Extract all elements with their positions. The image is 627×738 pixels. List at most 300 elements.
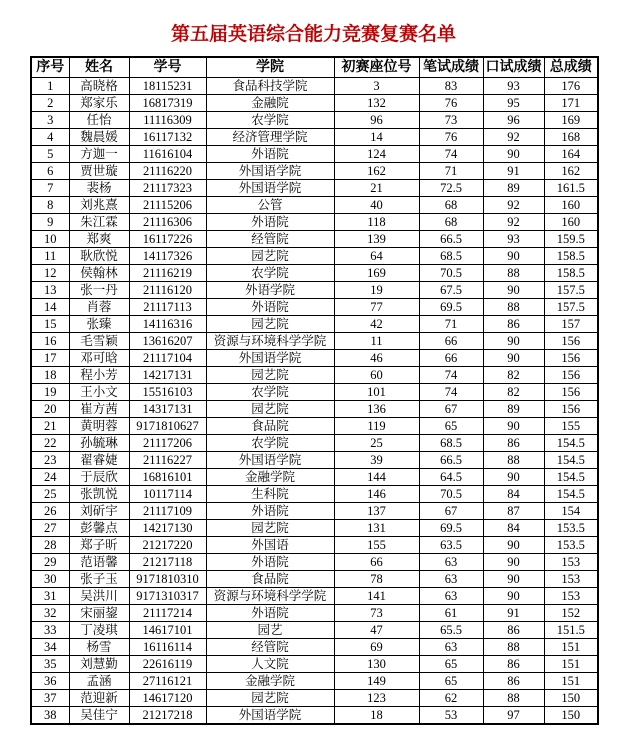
cell-oral-score: 93 — [483, 231, 544, 248]
cell-seat-number: 132 — [334, 95, 419, 112]
table-row — [31, 333, 598, 350]
cell-written-score: 62 — [419, 690, 483, 707]
cell-college: 外语院 — [206, 214, 334, 231]
cell-seat-number: 162 — [334, 163, 419, 180]
cell-total-score: 153 — [544, 588, 598, 605]
cell-oral-score: 91 — [483, 605, 544, 622]
cell-college: 外语院 — [206, 554, 334, 571]
cell-student-id: 9171810627 — [129, 418, 206, 435]
cell-college: 金融学院 — [206, 673, 334, 690]
cell-student-id: 21117113 — [129, 299, 206, 316]
cell-college: 经济管理学院 — [206, 129, 334, 146]
header-col-index: 序号 — [31, 57, 69, 78]
cell-student-id: 27116121 — [129, 673, 206, 690]
cell-total-score: 161.5 — [544, 180, 598, 197]
cell-written-score: 65 — [419, 673, 483, 690]
cell-index: 38 — [31, 707, 69, 725]
cell-student-id: 21116306 — [129, 214, 206, 231]
cell-college: 外语学院 — [206, 282, 334, 299]
cell-total-score: 157.5 — [544, 282, 598, 299]
cell-written-score: 72.5 — [419, 180, 483, 197]
cell-oral-score: 87 — [483, 503, 544, 520]
cell-seat-number: 42 — [334, 316, 419, 333]
roster-table — [30, 56, 599, 725]
cell-index: 16 — [31, 333, 69, 350]
cell-index: 28 — [31, 537, 69, 554]
cell-student-id: 21116220 — [129, 163, 206, 180]
cell-college: 资源与环境科学学院 — [206, 333, 334, 350]
cell-oral-score: 86 — [483, 435, 544, 452]
header-col-written-score: 笔试成绩 — [419, 57, 483, 78]
table-row — [31, 622, 598, 639]
cell-seat-number: 137 — [334, 503, 419, 520]
cell-index: 30 — [31, 571, 69, 588]
cell-student-id: 21117323 — [129, 180, 206, 197]
table-row — [31, 707, 598, 725]
cell-college: 人文院 — [206, 656, 334, 673]
cell-seat-number: 144 — [334, 469, 419, 486]
header-col-college: 学院 — [206, 57, 334, 78]
table-row — [31, 146, 598, 163]
cell-name: 毛雪颖 — [69, 333, 129, 350]
cell-oral-score: 90 — [483, 146, 544, 163]
cell-student-id: 11616104 — [129, 146, 206, 163]
cell-oral-score: 90 — [483, 248, 544, 265]
cell-name: 郑子昕 — [69, 537, 129, 554]
cell-index: 17 — [31, 350, 69, 367]
cell-total-score: 157.5 — [544, 299, 598, 316]
cell-oral-score: 89 — [483, 401, 544, 418]
cell-index: 3 — [31, 112, 69, 129]
cell-name: 吴佳宁 — [69, 707, 129, 725]
table-row — [31, 112, 598, 129]
cell-name: 崔方茜 — [69, 401, 129, 418]
cell-total-score: 154 — [544, 503, 598, 520]
table-row — [31, 180, 598, 197]
cell-written-score: 70.5 — [419, 265, 483, 282]
cell-name: 范语馨 — [69, 554, 129, 571]
table-row — [31, 401, 598, 418]
cell-index: 1 — [31, 78, 69, 95]
cell-seat-number: 25 — [334, 435, 419, 452]
cell-index: 23 — [31, 452, 69, 469]
cell-name: 刘慧勤 — [69, 656, 129, 673]
cell-total-score: 156 — [544, 350, 598, 367]
cell-total-score: 159.5 — [544, 231, 598, 248]
cell-written-score: 63 — [419, 554, 483, 571]
cell-written-score: 68.5 — [419, 435, 483, 452]
cell-oral-score: 89 — [483, 180, 544, 197]
cell-seat-number: 78 — [334, 571, 419, 588]
cell-student-id: 11116309 — [129, 112, 206, 129]
cell-name: 刘兆熹 — [69, 197, 129, 214]
cell-written-score: 74 — [419, 367, 483, 384]
cell-college: 外国语学院 — [206, 350, 334, 367]
table-row — [31, 605, 598, 622]
cell-seat-number: 96 — [334, 112, 419, 129]
cell-oral-score: 90 — [483, 588, 544, 605]
cell-oral-score: 90 — [483, 537, 544, 554]
cell-written-score: 73 — [419, 112, 483, 129]
cell-index: 25 — [31, 486, 69, 503]
cell-college: 生科院 — [206, 486, 334, 503]
cell-student-id: 14116316 — [129, 316, 206, 333]
cell-name: 高晓格 — [69, 78, 129, 95]
cell-total-score: 156 — [544, 367, 598, 384]
cell-oral-score: 96 — [483, 112, 544, 129]
cell-written-score: 66 — [419, 350, 483, 367]
cell-written-score: 70.5 — [419, 486, 483, 503]
cell-name: 张凯悦 — [69, 486, 129, 503]
table-row — [31, 690, 598, 707]
cell-student-id: 21116227 — [129, 452, 206, 469]
table-row — [31, 503, 598, 520]
cell-oral-score: 88 — [483, 690, 544, 707]
cell-written-score: 66.5 — [419, 452, 483, 469]
cell-index: 36 — [31, 673, 69, 690]
cell-written-score: 63 — [419, 639, 483, 656]
cell-student-id: 21217220 — [129, 537, 206, 554]
cell-total-score: 153.5 — [544, 537, 598, 554]
table-row — [31, 163, 598, 180]
cell-total-score: 176 — [544, 78, 598, 95]
cell-college: 农学院 — [206, 384, 334, 401]
cell-seat-number: 40 — [334, 197, 419, 214]
cell-total-score: 169 — [544, 112, 598, 129]
cell-name: 彭馨点 — [69, 520, 129, 537]
cell-written-score: 65 — [419, 418, 483, 435]
table-row — [31, 197, 598, 214]
cell-college: 公管 — [206, 197, 334, 214]
cell-seat-number: 66 — [334, 554, 419, 571]
cell-student-id: 21117109 — [129, 503, 206, 520]
cell-student-id: 16816101 — [129, 469, 206, 486]
table-row — [31, 554, 598, 571]
cell-college: 食品科技学院 — [206, 78, 334, 95]
table-row — [31, 384, 598, 401]
cell-oral-score: 86 — [483, 673, 544, 690]
cell-oral-score: 82 — [483, 384, 544, 401]
cell-student-id: 16817319 — [129, 95, 206, 112]
cell-written-score: 61 — [419, 605, 483, 622]
cell-written-score: 69.5 — [419, 299, 483, 316]
cell-student-id: 21217118 — [129, 554, 206, 571]
page-title: 第五届英语综合能力竞赛复赛名单 — [170, 24, 456, 45]
cell-name: 张子玉 — [69, 571, 129, 588]
cell-seat-number: 123 — [334, 690, 419, 707]
cell-written-score: 76 — [419, 129, 483, 146]
cell-seat-number: 149 — [334, 673, 419, 690]
cell-written-score: 66.5 — [419, 231, 483, 248]
cell-college: 外国语 — [206, 537, 334, 554]
cell-written-score: 53 — [419, 707, 483, 725]
cell-index: 13 — [31, 282, 69, 299]
cell-name: 郑家乐 — [69, 95, 129, 112]
table-row — [31, 78, 598, 95]
table-row — [31, 588, 598, 605]
table-row — [31, 486, 598, 503]
cell-oral-score: 88 — [483, 639, 544, 656]
cell-name: 贾世璇 — [69, 163, 129, 180]
cell-college: 金融院 — [206, 95, 334, 112]
cell-college: 外语院 — [206, 503, 334, 520]
cell-student-id: 13616207 — [129, 333, 206, 350]
cell-written-score: 65 — [419, 656, 483, 673]
header-col-seat-number: 初赛座位号 — [334, 57, 419, 78]
cell-oral-score: 84 — [483, 520, 544, 537]
cell-name: 杨雪 — [69, 639, 129, 656]
header-col-total-score: 总成绩 — [544, 57, 598, 78]
cell-student-id: 21117214 — [129, 605, 206, 622]
header-col-oral-score: 口试成绩 — [483, 57, 544, 78]
cell-index: 11 — [31, 248, 69, 265]
cell-oral-score: 82 — [483, 367, 544, 384]
cell-name: 翟睿婕 — [69, 452, 129, 469]
cell-student-id: 14217131 — [129, 367, 206, 384]
table-row — [31, 537, 598, 554]
cell-college: 农学院 — [206, 112, 334, 129]
table-row — [31, 673, 598, 690]
cell-oral-score: 90 — [483, 333, 544, 350]
cell-student-id: 16116114 — [129, 639, 206, 656]
cell-oral-score: 90 — [483, 469, 544, 486]
cell-written-score: 69.5 — [419, 520, 483, 537]
cell-index: 12 — [31, 265, 69, 282]
table-row — [31, 418, 598, 435]
cell-seat-number: 39 — [334, 452, 419, 469]
cell-seat-number: 146 — [334, 486, 419, 503]
cell-student-id: 22616119 — [129, 656, 206, 673]
cell-total-score: 160 — [544, 197, 598, 214]
cell-oral-score: 84 — [483, 486, 544, 503]
cell-seat-number: 119 — [334, 418, 419, 435]
cell-index: 19 — [31, 384, 69, 401]
cell-seat-number: 77 — [334, 299, 419, 316]
cell-written-score: 74 — [419, 146, 483, 163]
cell-index: 24 — [31, 469, 69, 486]
cell-oral-score: 93 — [483, 78, 544, 95]
cell-college: 食品院 — [206, 571, 334, 588]
cell-index: 32 — [31, 605, 69, 622]
cell-total-score: 151 — [544, 673, 598, 690]
cell-seat-number: 73 — [334, 605, 419, 622]
cell-written-score: 68 — [419, 197, 483, 214]
cell-written-score: 63.5 — [419, 537, 483, 554]
table-row — [31, 639, 598, 656]
cell-name: 王小文 — [69, 384, 129, 401]
cell-oral-score: 97 — [483, 707, 544, 725]
cell-oral-score: 86 — [483, 622, 544, 639]
table-row — [31, 95, 598, 112]
cell-name: 宋丽鋆 — [69, 605, 129, 622]
cell-student-id: 16117132 — [129, 129, 206, 146]
table-row — [31, 571, 598, 588]
cell-oral-score: 92 — [483, 197, 544, 214]
cell-written-score: 64.5 — [419, 469, 483, 486]
cell-oral-score: 92 — [483, 214, 544, 231]
table-header-row — [31, 57, 598, 78]
cell-college: 资源与环境科学学院 — [206, 588, 334, 605]
header-col-name: 姓名 — [69, 57, 129, 78]
table-row — [31, 452, 598, 469]
cell-index: 29 — [31, 554, 69, 571]
cell-college: 经管院 — [206, 231, 334, 248]
cell-oral-score: 92 — [483, 129, 544, 146]
cell-index: 31 — [31, 588, 69, 605]
cell-student-id: 21117206 — [129, 435, 206, 452]
cell-total-score: 162 — [544, 163, 598, 180]
cell-index: 14 — [31, 299, 69, 316]
cell-college: 外国语学院 — [206, 163, 334, 180]
cell-college: 农学院 — [206, 435, 334, 452]
cell-name: 耿欣悦 — [69, 248, 129, 265]
table-row — [31, 299, 598, 316]
cell-seat-number: 11 — [334, 333, 419, 350]
cell-student-id: 21116219 — [129, 265, 206, 282]
cell-seat-number: 46 — [334, 350, 419, 367]
cell-student-id: 14217130 — [129, 520, 206, 537]
cell-name: 裴杨 — [69, 180, 129, 197]
table-row — [31, 129, 598, 146]
cell-index: 2 — [31, 95, 69, 112]
cell-total-score: 158.5 — [544, 248, 598, 265]
cell-index: 10 — [31, 231, 69, 248]
cell-oral-score: 86 — [483, 316, 544, 333]
cell-oral-score: 90 — [483, 350, 544, 367]
cell-college: 外国语学院 — [206, 452, 334, 469]
cell-written-score: 76 — [419, 95, 483, 112]
cell-student-id: 21116120 — [129, 282, 206, 299]
cell-index: 7 — [31, 180, 69, 197]
cell-total-score: 157 — [544, 316, 598, 333]
cell-written-score: 65.5 — [419, 622, 483, 639]
cell-student-id: 18115231 — [129, 78, 206, 95]
cell-seat-number: 118 — [334, 214, 419, 231]
cell-seat-number: 19 — [334, 282, 419, 299]
cell-total-score: 153 — [544, 571, 598, 588]
cell-name: 魏晨媛 — [69, 129, 129, 146]
cell-student-id: 9171310317 — [129, 588, 206, 605]
cell-oral-score: 95 — [483, 95, 544, 112]
cell-written-score: 71 — [419, 316, 483, 333]
cell-seat-number: 169 — [334, 265, 419, 282]
cell-student-id: 15516103 — [129, 384, 206, 401]
cell-name: 孟涵 — [69, 673, 129, 690]
cell-total-score: 152 — [544, 605, 598, 622]
cell-index: 33 — [31, 622, 69, 639]
cell-college: 外语院 — [206, 605, 334, 622]
cell-seat-number: 139 — [334, 231, 419, 248]
cell-college: 外国语学院 — [206, 180, 334, 197]
cell-index: 4 — [31, 129, 69, 146]
cell-total-score: 153.5 — [544, 520, 598, 537]
cell-college: 园艺院 — [206, 367, 334, 384]
cell-oral-score: 90 — [483, 554, 544, 571]
cell-college: 外语院 — [206, 146, 334, 163]
cell-total-score: 156 — [544, 401, 598, 418]
cell-oral-score: 90 — [483, 571, 544, 588]
cell-index: 8 — [31, 197, 69, 214]
cell-written-score: 68 — [419, 214, 483, 231]
cell-total-score: 156 — [544, 384, 598, 401]
cell-name: 于辰欣 — [69, 469, 129, 486]
cell-written-score: 68.5 — [419, 248, 483, 265]
cell-total-score: 153 — [544, 554, 598, 571]
cell-index: 35 — [31, 656, 69, 673]
cell-college: 外语院 — [206, 299, 334, 316]
cell-total-score: 150 — [544, 707, 598, 725]
cell-student-id: 10117114 — [129, 486, 206, 503]
cell-name: 肖蓉 — [69, 299, 129, 316]
cell-oral-score: 90 — [483, 282, 544, 299]
cell-total-score: 155 — [544, 418, 598, 435]
cell-seat-number: 136 — [334, 401, 419, 418]
cell-index: 20 — [31, 401, 69, 418]
cell-seat-number: 131 — [334, 520, 419, 537]
cell-index: 34 — [31, 639, 69, 656]
cell-college: 金融学院 — [206, 469, 334, 486]
cell-oral-score: 88 — [483, 299, 544, 316]
table-row — [31, 248, 598, 265]
cell-oral-score: 91 — [483, 163, 544, 180]
cell-name: 刘斫宇 — [69, 503, 129, 520]
cell-name: 郑爽 — [69, 231, 129, 248]
cell-college: 园艺院 — [206, 520, 334, 537]
header-col-student-id: 学号 — [129, 57, 206, 78]
cell-seat-number: 124 — [334, 146, 419, 163]
cell-student-id: 21117104 — [129, 350, 206, 367]
cell-total-score: 171 — [544, 95, 598, 112]
cell-seat-number: 60 — [334, 367, 419, 384]
cell-written-score: 74 — [419, 384, 483, 401]
cell-name: 方迦一 — [69, 146, 129, 163]
cell-seat-number: 14 — [334, 129, 419, 146]
cell-student-id: 21115206 — [129, 197, 206, 214]
cell-name: 张一丹 — [69, 282, 129, 299]
cell-seat-number: 47 — [334, 622, 419, 639]
cell-college: 园艺院 — [206, 690, 334, 707]
cell-oral-score: 86 — [483, 656, 544, 673]
cell-total-score: 168 — [544, 129, 598, 146]
cell-index: 21 — [31, 418, 69, 435]
table-body — [31, 78, 598, 725]
cell-index: 22 — [31, 435, 69, 452]
cell-name: 孙毓琳 — [69, 435, 129, 452]
table-row — [31, 214, 598, 231]
cell-oral-score: 90 — [483, 418, 544, 435]
cell-total-score: 160 — [544, 214, 598, 231]
table-row — [31, 656, 598, 673]
table-row — [31, 367, 598, 384]
cell-college: 农学院 — [206, 265, 334, 282]
cell-seat-number: 21 — [334, 180, 419, 197]
cell-student-id: 9171810310 — [129, 571, 206, 588]
cell-seat-number: 69 — [334, 639, 419, 656]
cell-college: 园艺院 — [206, 248, 334, 265]
cell-name: 邓可晗 — [69, 350, 129, 367]
cell-index: 26 — [31, 503, 69, 520]
cell-seat-number: 64 — [334, 248, 419, 265]
cell-written-score: 63 — [419, 571, 483, 588]
cell-seat-number: 101 — [334, 384, 419, 401]
cell-college: 园艺院 — [206, 316, 334, 333]
cell-name: 吴洪川 — [69, 588, 129, 605]
table-row — [31, 435, 598, 452]
table-row — [31, 282, 598, 299]
cell-index: 18 — [31, 367, 69, 384]
cell-college: 食品院 — [206, 418, 334, 435]
cell-name: 任怡 — [69, 112, 129, 129]
